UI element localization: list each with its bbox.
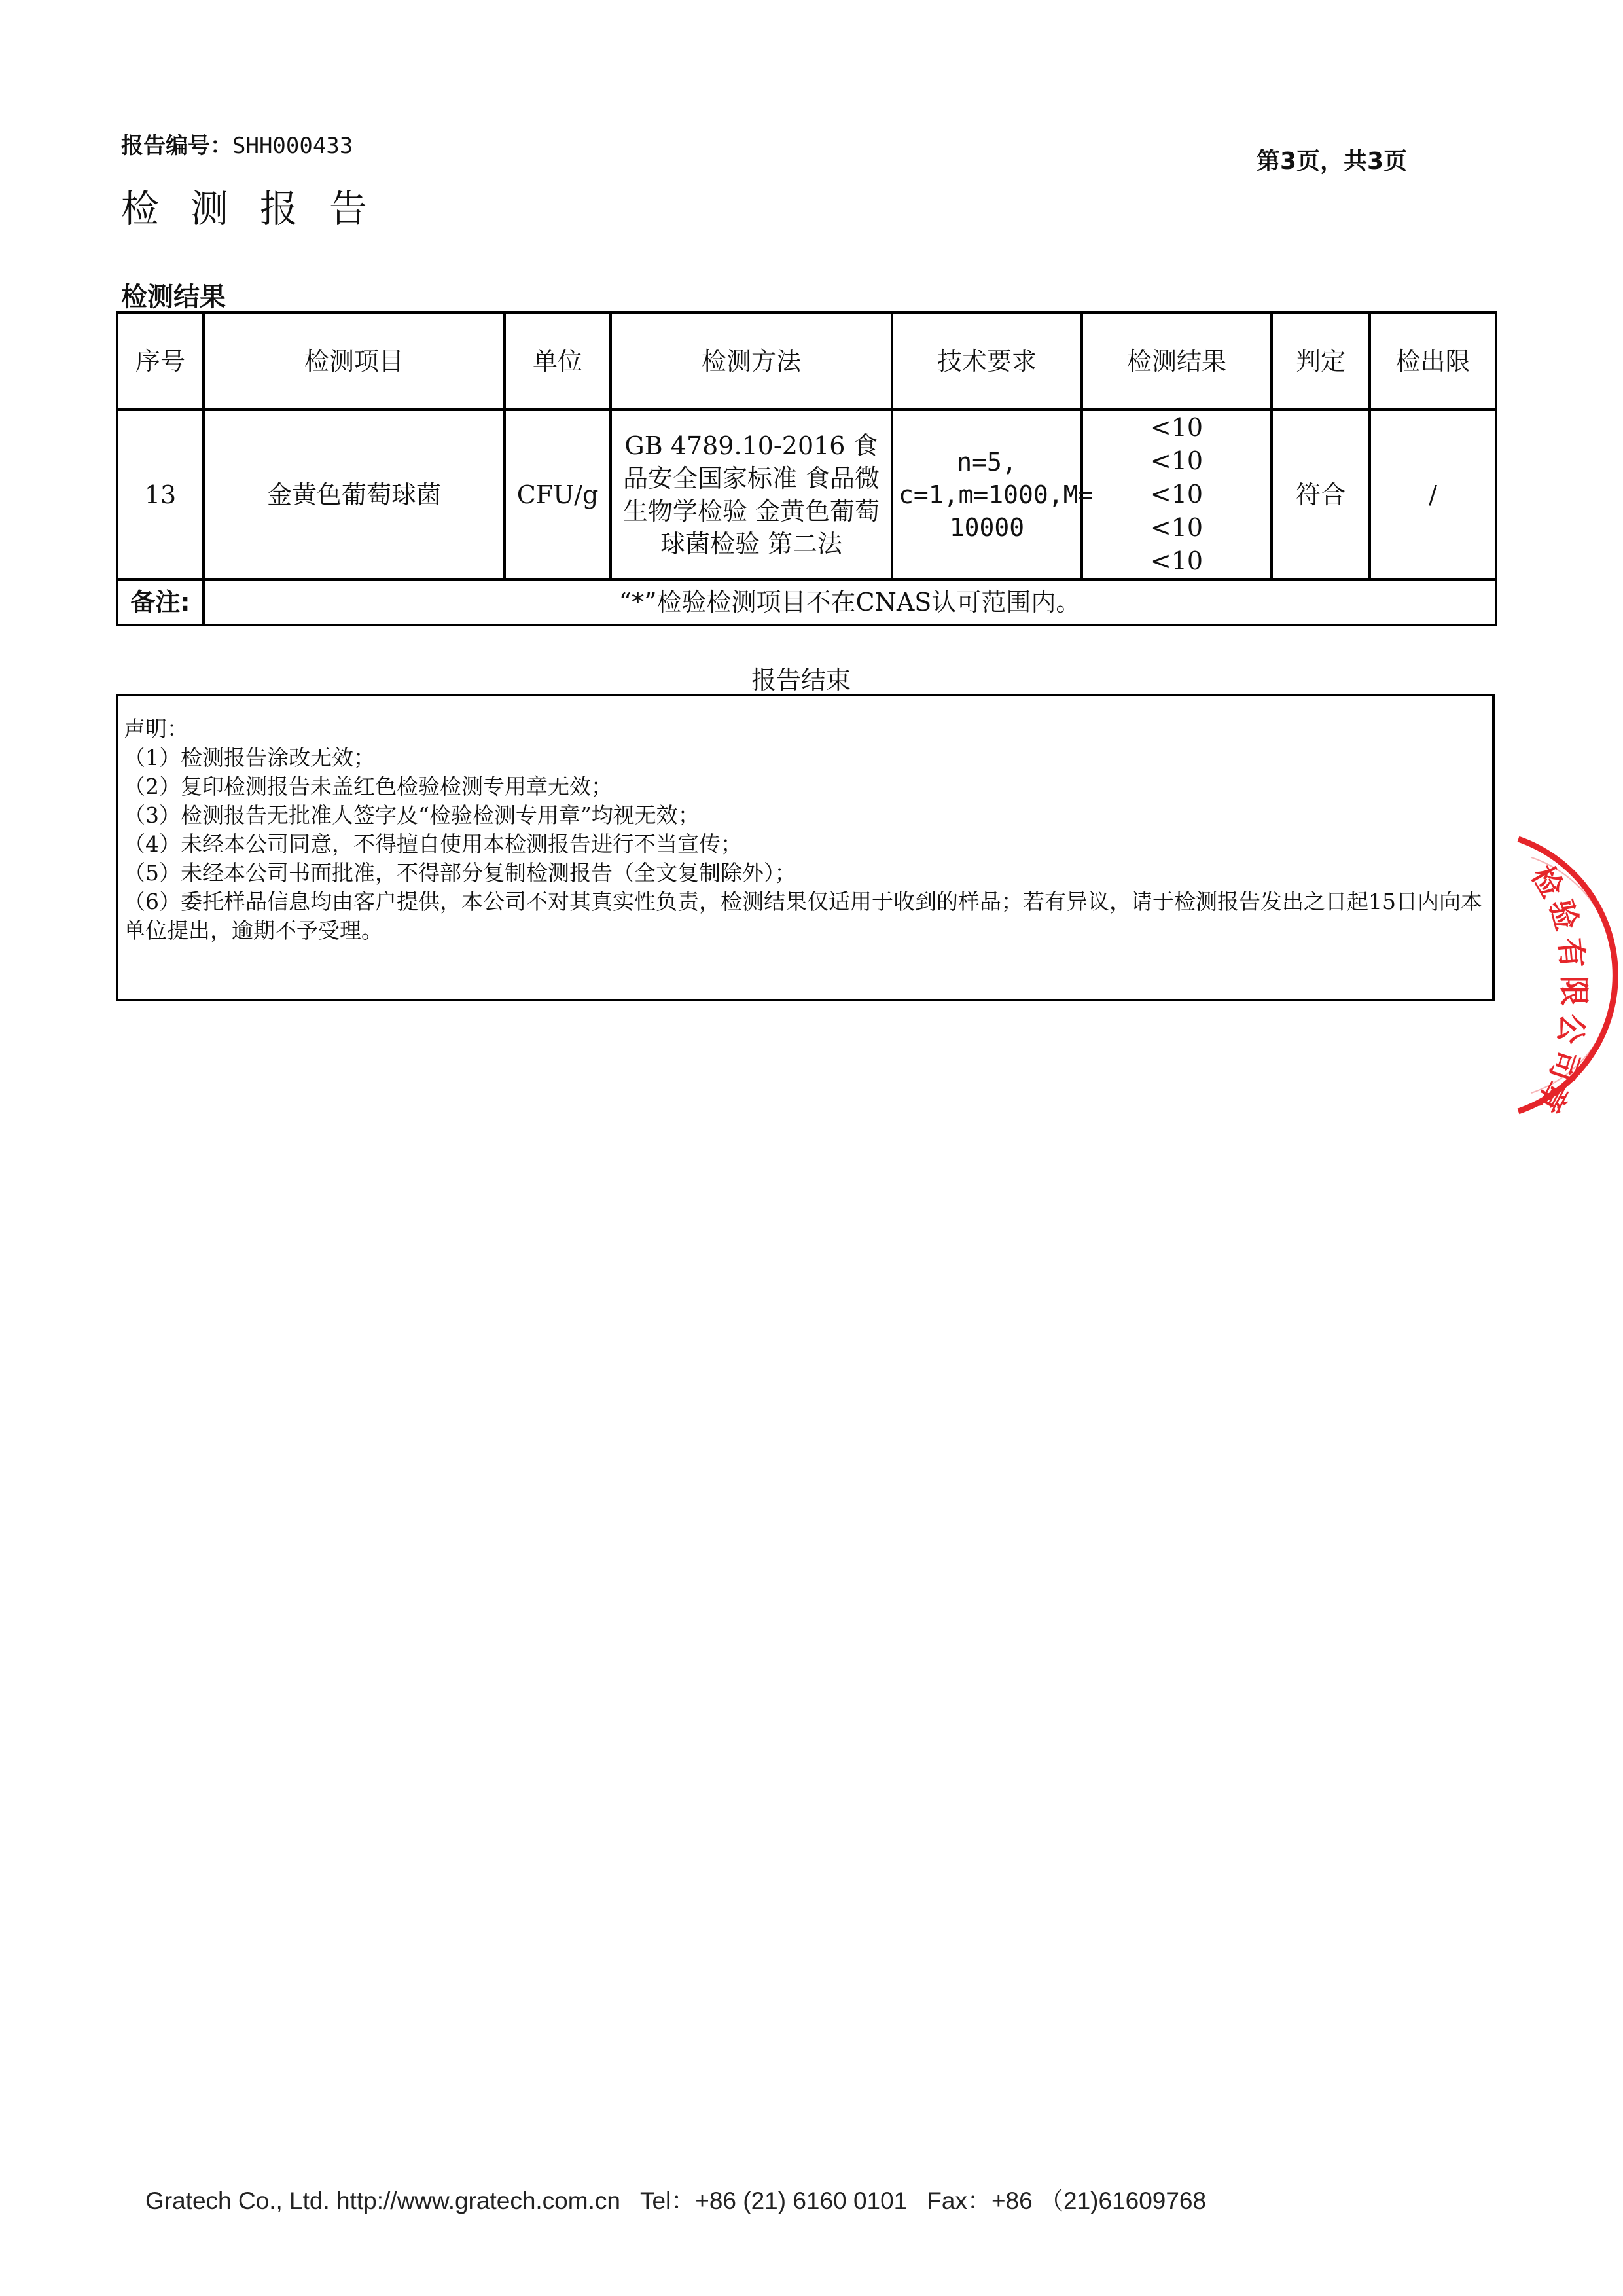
cell-detection-limit: / [1370,410,1496,579]
statement-line: （4）未经本公司同意，不得擅自使用本检测报告进行不当宣传； [124,831,742,857]
section-title: 检测结果 [121,282,226,312]
footer-tel: Tel：+86 (21) 6160 0101 [639,2187,908,2214]
results-table [116,311,1497,626]
page-title: 检测报告 [121,187,399,231]
cell-unit: CFU/g [505,410,611,579]
table-header-row [117,312,1496,410]
statement-line: （6）委托样品信息均由客户提供，本公司不对其真实性负责，检测结果仅适用于收到的样品；若有异议，请于检测报告发出之日起15日内向本单位提出，逾期不予受理。 [124,889,1482,943]
report-number-value: SHH000433 [232,133,353,159]
statement-line: （1）检测报告涂改无效； [124,745,375,770]
company-seal-stamp [1512,831,1623,1119]
report-end-label: 报告结束 [751,666,851,694]
page-info: 第3页，共3页 [1257,148,1408,175]
result-value: <10 [1150,480,1204,509]
header-cell: 序号 [117,312,204,410]
spec-line: n=5, [957,447,1017,476]
statement-box [116,694,1495,1001]
result-value: <10 [1150,413,1204,442]
statement-line: （2）复印检测报告未盖红色检验检测专用章无效； [124,774,613,799]
svg-text:章: 章 [1529,1075,1576,1119]
result-value: <10 [1150,513,1204,542]
footer-company: Gratech Co., Ltd. http://www.gratech.com.cn [145,2187,620,2214]
statement-line: （5）未经本公司书面批准，不得部分复制检测报告（全文复制除外）； [124,860,796,886]
result-value: <10 [1150,446,1204,475]
header-cell: 检测项目 [204,312,505,410]
header-cell: 检测结果 [1082,312,1272,410]
header-cell: 检出限 [1370,312,1496,410]
svg-text:检: 检 [1524,859,1571,904]
page-footer [145,2181,1226,2216]
cell-method: GB 4789.10-2016 食品安全国家标准 食品微生物学检验 金黄色葡萄球菌检验 第二法 [611,410,892,579]
cell-results [1082,410,1272,579]
header-cell: 单位 [505,312,611,410]
note-text: “*”检验检测项目不在CNAS认可范围内。 [204,579,1496,625]
svg-text:司: 司 [1543,1046,1586,1086]
report-number [121,128,353,160]
svg-text:公: 公 [1551,1011,1591,1047]
statement-line: （3）检测报告无批准人签字及“检验检测专用章”均视无效； [124,802,700,828]
header-cell: 检测方法 [611,312,892,410]
cell-seq: 13 [117,410,204,579]
note-label: 备注: [117,579,204,625]
table-row [117,410,1496,579]
statement-title: 声明： [124,716,188,742]
note-row [117,579,1496,625]
report-number-label: 报告编号： [121,133,232,159]
header-cell: 技术要求 [892,312,1082,410]
svg-text:验: 验 [1543,895,1585,934]
cell-judgement: 符合 [1272,410,1370,579]
cell-spec [892,410,1094,579]
header-cell: 判定 [1272,312,1370,410]
footer-fax: Fax：+86 （21)61609768 [927,2187,1207,2214]
spec-line: 10000 [949,512,1025,542]
result-value: <10 [1150,547,1204,575]
svg-text:有: 有 [1552,936,1590,970]
svg-text:限: 限 [1556,976,1592,1006]
spec-line: c=1,m=1000,M= [899,480,1094,509]
cell-item: 金黄色葡萄球菌 [204,410,505,579]
